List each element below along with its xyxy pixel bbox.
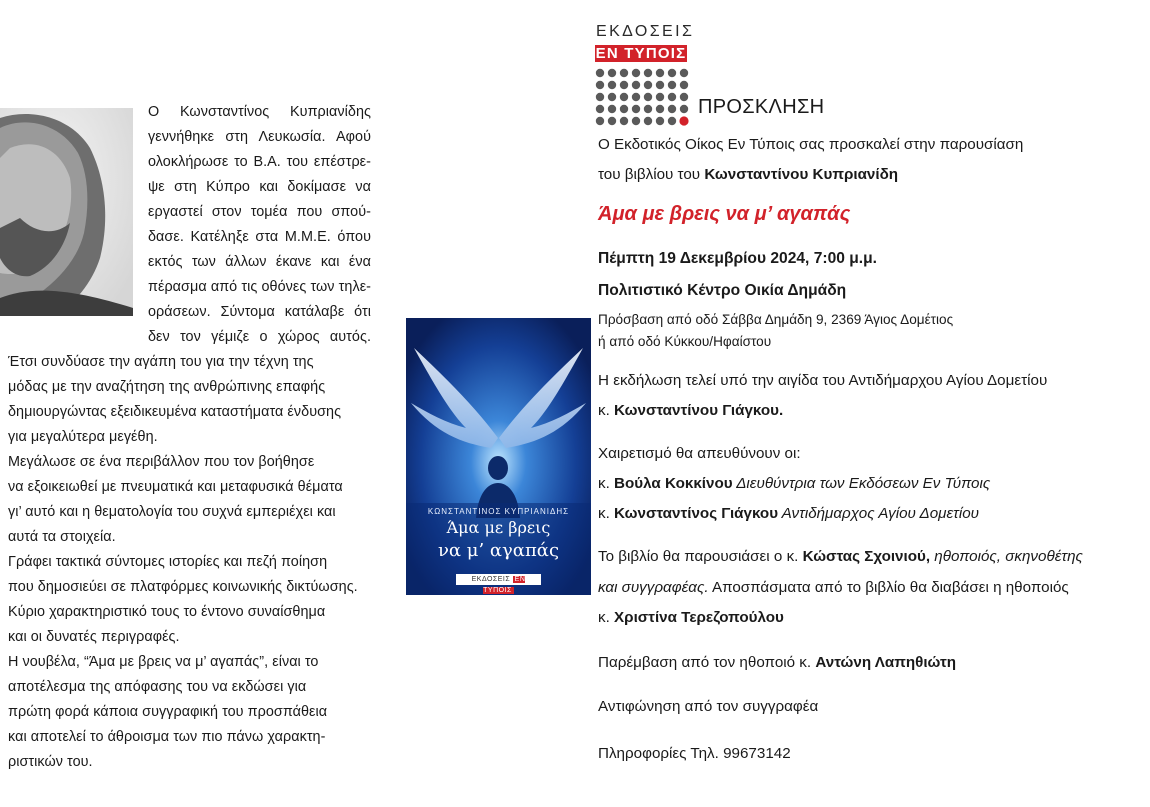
author-photo xyxy=(0,108,133,316)
interlude-name: Αντώνη Λαπηθιώτη xyxy=(815,654,957,671)
bio-line: μόδας με την αναζήτηση της ανθρώπινης επαφής xyxy=(8,379,326,395)
greeting2-role: Αντιδήμαρχος Αγίου Δομετίου xyxy=(778,505,980,522)
author-name: Κωνσταντίνου Κυπριανίδη xyxy=(704,166,899,183)
cover-publisher-left: ΕΚΔΟΣΕΙΣ xyxy=(471,576,511,583)
cover-publisher-logo xyxy=(456,574,541,594)
bio-line: πρώτη φορά κάποια συγγραφική του προσπάθεια xyxy=(8,704,328,720)
aegis-name: Κωνσταντίνου Γιάγκου. xyxy=(614,402,784,419)
contact-info: Πληροφορίες Τηλ. 99673142 xyxy=(598,745,791,762)
cover-title-line1: Άμα με βρεις xyxy=(446,518,551,537)
presenter-line3 xyxy=(598,609,784,626)
bio-line: ολοκλήρωσε το Β.Α. του επέστρε- xyxy=(148,154,371,170)
greeting2-name: Κωνσταντίνος Γιάγκου xyxy=(614,505,779,522)
presenter-role-cont: και συγγραφέας. xyxy=(598,579,709,596)
greeting1-role: Διευθύντρια των Εκδόσεων Εν Τύποις xyxy=(732,475,991,492)
cover-publisher-right: ΕΝ ΤΥΠΟΙΣ xyxy=(483,576,526,594)
bio-line: Η νουβέλα, “Άμα με βρεις να μ’ αγαπάς”, είναι το xyxy=(8,654,319,670)
greeting2-prefix: κ. xyxy=(598,505,615,522)
greeting-line2 xyxy=(598,505,979,522)
bio-line: και αποτελεί το άθροισμα των πιο πάνω χαρακτη- xyxy=(8,729,326,745)
aegis-line2 xyxy=(598,402,783,419)
intro-text: του βιβλίου του xyxy=(598,166,705,183)
bio-line: ψε στη Κύπρο και δοκίμασε να xyxy=(148,179,371,195)
presenter-prefix: Το βιβλίο θα παρουσιάσει ο κ. xyxy=(598,548,803,565)
reader-intro: Αποσπάσματα από το βιβλίο θα διαβάσει η ηθοποιός xyxy=(708,579,1069,596)
bio-line: Έτσι συνδύασε την αγάπη του για την τέχνη της xyxy=(8,354,314,370)
bio-line: οράσεων. Σύντομα κατάλαβε ότι xyxy=(148,304,371,320)
bio-line: Κύριο χαρακτηριστικό τους το έντονο συναίσθημα xyxy=(8,604,326,620)
bio-line: δασε. Κατέληξε στα Μ.Μ.Ε. όπου xyxy=(148,229,371,245)
greeting-line1 xyxy=(598,475,990,492)
bio-line: γεννήθηκε στη Λευκωσία. Αφού xyxy=(148,129,371,145)
logo-dot-grid xyxy=(595,68,695,126)
book-cover xyxy=(406,318,591,595)
interlude-prefix: Παρέμβαση από τον ηθοποιό κ. xyxy=(598,654,816,671)
reader-name: Χριστίνα Τερεζοπούλου xyxy=(614,609,784,626)
greeting1-name: Βούλα Κοκκίνου xyxy=(614,475,733,492)
bio-line: να εξοικειωθεί με πνευματικά και μεταφυσικά θέματα xyxy=(8,479,343,495)
access-line2: ή από οδό Κύκκου/Ηφαίστου xyxy=(598,334,772,349)
bio-line: δεν τον γέμιζε ο χώρος αυτός. xyxy=(148,329,371,345)
reader-prefix: κ. xyxy=(598,609,615,626)
presenter-line1 xyxy=(598,548,1083,565)
book-title: Άμα με βρεις να μ’ αγαπάς xyxy=(598,203,851,225)
event-date: Πέμπτη 19 Δεκεμβρίου 2024, 7:00 μ.μ. xyxy=(598,250,878,267)
invitation-intro-line2 xyxy=(598,166,898,183)
greetings-intro: Χαιρετισμό θα απευθύνουν οι: xyxy=(598,445,801,462)
bio-line: γι’ αυτό και η θεματολογία του συχνά εμπεριέχει και xyxy=(8,504,336,520)
bio-line: για μεγαλύτερα μεγέθη. xyxy=(8,429,158,445)
aegis-prefix: κ. xyxy=(598,402,615,419)
presenter-name: Κώστας Σχοινιού, xyxy=(802,548,931,565)
author-response: Αντιφώνηση από τον συγγραφέα xyxy=(598,698,819,715)
greeting1-prefix: κ. xyxy=(598,475,615,492)
access-line1: Πρόσβαση από οδό Σάββα Δημάδη 9, 2369 Άγιος Δομέτιος xyxy=(598,312,954,327)
bio-line: πέρασμα από τις οθόνες των τηλε- xyxy=(148,279,371,295)
bio-line: ριστικών του. xyxy=(8,754,93,770)
event-venue: Πολιτιστικό Κέντρο Οικία Δημάδη xyxy=(598,282,847,299)
bio-line: Ο Κωνσταντίνος Κυπριανίδης xyxy=(148,104,371,120)
logo-line1: ΕΚΔΟΣΕΙΣ xyxy=(596,23,695,40)
bio-line: δημιουργώντας εξειδικευμένα καταστήματα ένδυσης xyxy=(8,404,342,420)
bio-line: εκτός των άλλων έκανε και ένα xyxy=(148,254,371,270)
publisher-logo xyxy=(592,17,697,127)
cover-author: ΚΩΝΣΤΑΝΤΙΝΟΣ ΚΥΠΡΙΑΝΙΔΗΣ xyxy=(427,507,570,516)
bio-line: αυτά τα στοιχεία. xyxy=(8,529,116,545)
bio-line: αποτέλεσμα της απόφασης του να εκδώσει για xyxy=(8,679,307,695)
presenter-line2 xyxy=(598,579,1069,596)
interlude-line xyxy=(598,654,956,671)
cover-title-line2: να μ’ αγαπάς xyxy=(437,540,560,561)
bio-line: που δημοσιεύει σε πλατφόρμες κοινωνικής δικτύωσης. xyxy=(8,579,358,595)
bio-line: και οι δυνατές περιγραφές. xyxy=(8,629,180,645)
aegis-line1: Η εκδήλωση τελεί υπό την αιγίδα του Αντιδήμαρχου Αγίου Δομετίου xyxy=(598,372,1048,389)
bio-line: Γράφει τακτικά σύντομες ιστορίες και πεζή ποίηση xyxy=(8,554,328,570)
invitation-heading: ΠΡΟΣΚΛΗΣΗ xyxy=(698,96,825,118)
invitation-intro-line1: Ο Εκδοτικός Οίκος Εν Τύποις σας προσκαλεί στην παρουσίαση xyxy=(598,136,1024,153)
bio-line: εργαστεί στον τομέα που σπού- xyxy=(148,204,371,220)
logo-line2: ΕΝ ΤΥΠΟΙΣ xyxy=(595,45,687,62)
presenter-role: ηθοποιός, σκηνοθέτης xyxy=(930,548,1083,565)
bio-line: Μεγάλωσε σε ένα περιβάλλον που τον βοήθησε xyxy=(8,454,315,470)
